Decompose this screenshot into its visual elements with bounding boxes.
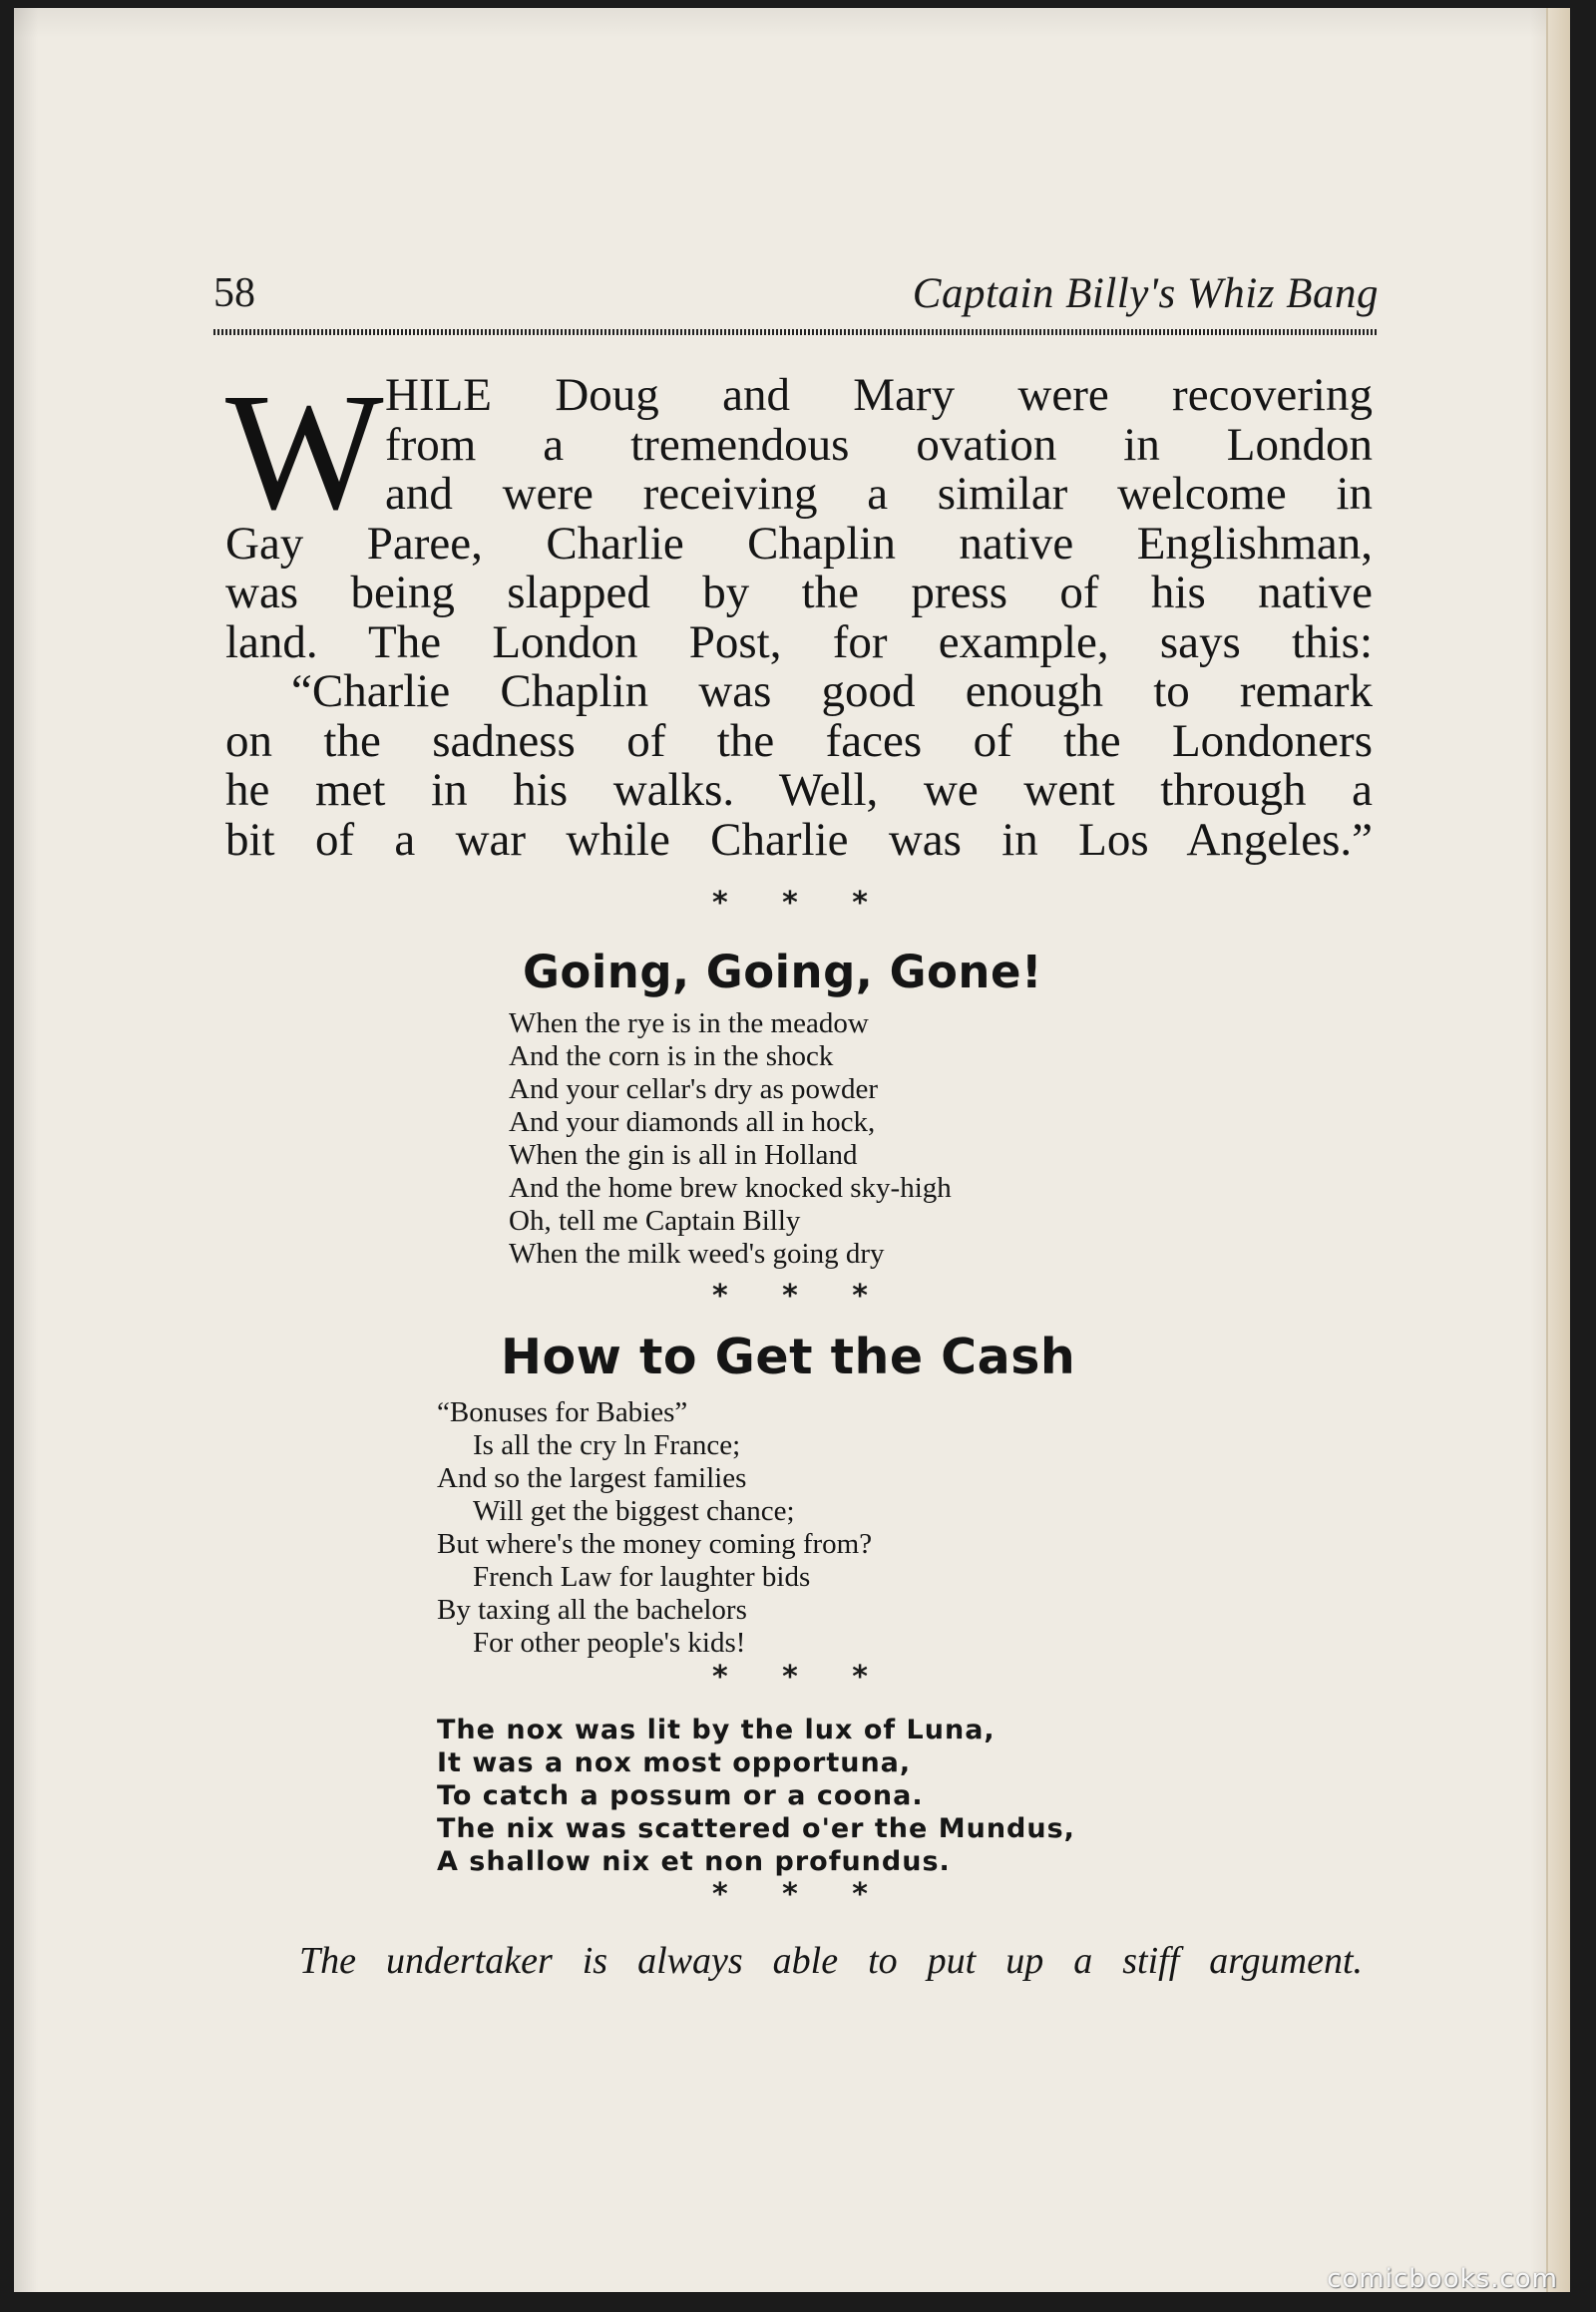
lead-line: Gay Paree, Charlie Chaplin native Englishman,: [225, 517, 1373, 570]
poem-line: When the milk weed's going dry: [509, 1238, 885, 1270]
lead-line: was being slapped by the press of his native: [225, 567, 1373, 618]
poem-line: To catch a possum or a coona.: [437, 1780, 924, 1811]
lead-line: and were receiving a similar welcome in: [385, 468, 1373, 520]
poem-line: And so the largest families: [437, 1462, 747, 1494]
closing-quip: The undertaker is always able to put up a stiff argument.: [299, 1940, 1363, 1982]
poem-line: When the gin is all in Holland: [509, 1139, 858, 1171]
page-edge: [1546, 8, 1570, 2292]
poem-line: By taxing all the bachelors: [437, 1594, 747, 1626]
lead-line: on the sadness of the faces of the Londoners: [225, 714, 1373, 767]
poem-title: Going, Going, Gone!: [523, 946, 1043, 998]
poem-line: The nix was scattered o'er the Mundus,: [437, 1813, 1075, 1844]
poem-how-to-get-the-cash: [437, 1396, 872, 1660]
poem-going-going-gone: [509, 1007, 952, 1271]
section-separator: * * *: [712, 1877, 890, 1912]
poem-line: And the corn is in the shock: [509, 1040, 834, 1072]
lead-line: he met in his walks. Well, we went through a: [225, 764, 1373, 816]
poem-line: But where's the money coming from?: [437, 1528, 873, 1560]
poem-line: Will get the biggest chance;: [473, 1495, 795, 1527]
lead-line: “Charlie Chaplin was good enough to remark: [291, 665, 1373, 717]
lead-article: [225, 359, 1373, 866]
poem-line: It was a nox most opportuna,: [437, 1747, 912, 1778]
running-title: Captain Billy's Whiz Bang: [912, 270, 1379, 317]
page-header: [213, 257, 1379, 327]
poem-line: “Bonuses for Babies”: [437, 1396, 688, 1428]
poem-line: And the home brew knocked sky-high: [509, 1172, 952, 1204]
site-watermark: comicbooks.com: [1327, 2264, 1558, 2294]
lead-line: land. The London Post, for example, says this:: [225, 615, 1373, 668]
section-separator: * * *: [712, 1660, 890, 1695]
section-separator: * * *: [712, 1279, 890, 1314]
poem-line: When the rye is in the meadow: [509, 1007, 869, 1039]
page-number: 58: [213, 270, 255, 316]
poem-line: The nox was lit by the lux of Luna,: [437, 1715, 996, 1745]
poem-title: How to Get the Cash: [501, 1329, 1076, 1385]
lead-line: bit of a war while Charlie was in Los Angeles.”: [225, 813, 1373, 866]
poem-line: French Law for laughter bids: [473, 1561, 811, 1593]
poem-line: Is all the cry ln France;: [473, 1429, 741, 1461]
poem-line: And your cellar's dry as powder: [509, 1073, 879, 1105]
poem-line: Oh, tell me Captain Billy: [509, 1205, 801, 1237]
poem-line: And your diamonds all in hock,: [509, 1106, 876, 1138]
section-separator: * * *: [712, 886, 890, 921]
poem-line: For other people's kids!: [473, 1627, 746, 1659]
drop-cap: W: [225, 359, 384, 545]
poem-line: A shallow nix et non profundus.: [437, 1846, 951, 1877]
lead-line: from a tremendous ovation in London: [385, 418, 1373, 471]
header-rule: [213, 329, 1379, 335]
lead-line: HILE Doug and Mary were recovering: [385, 369, 1373, 421]
poem-nox-luna: [437, 1714, 1075, 1878]
